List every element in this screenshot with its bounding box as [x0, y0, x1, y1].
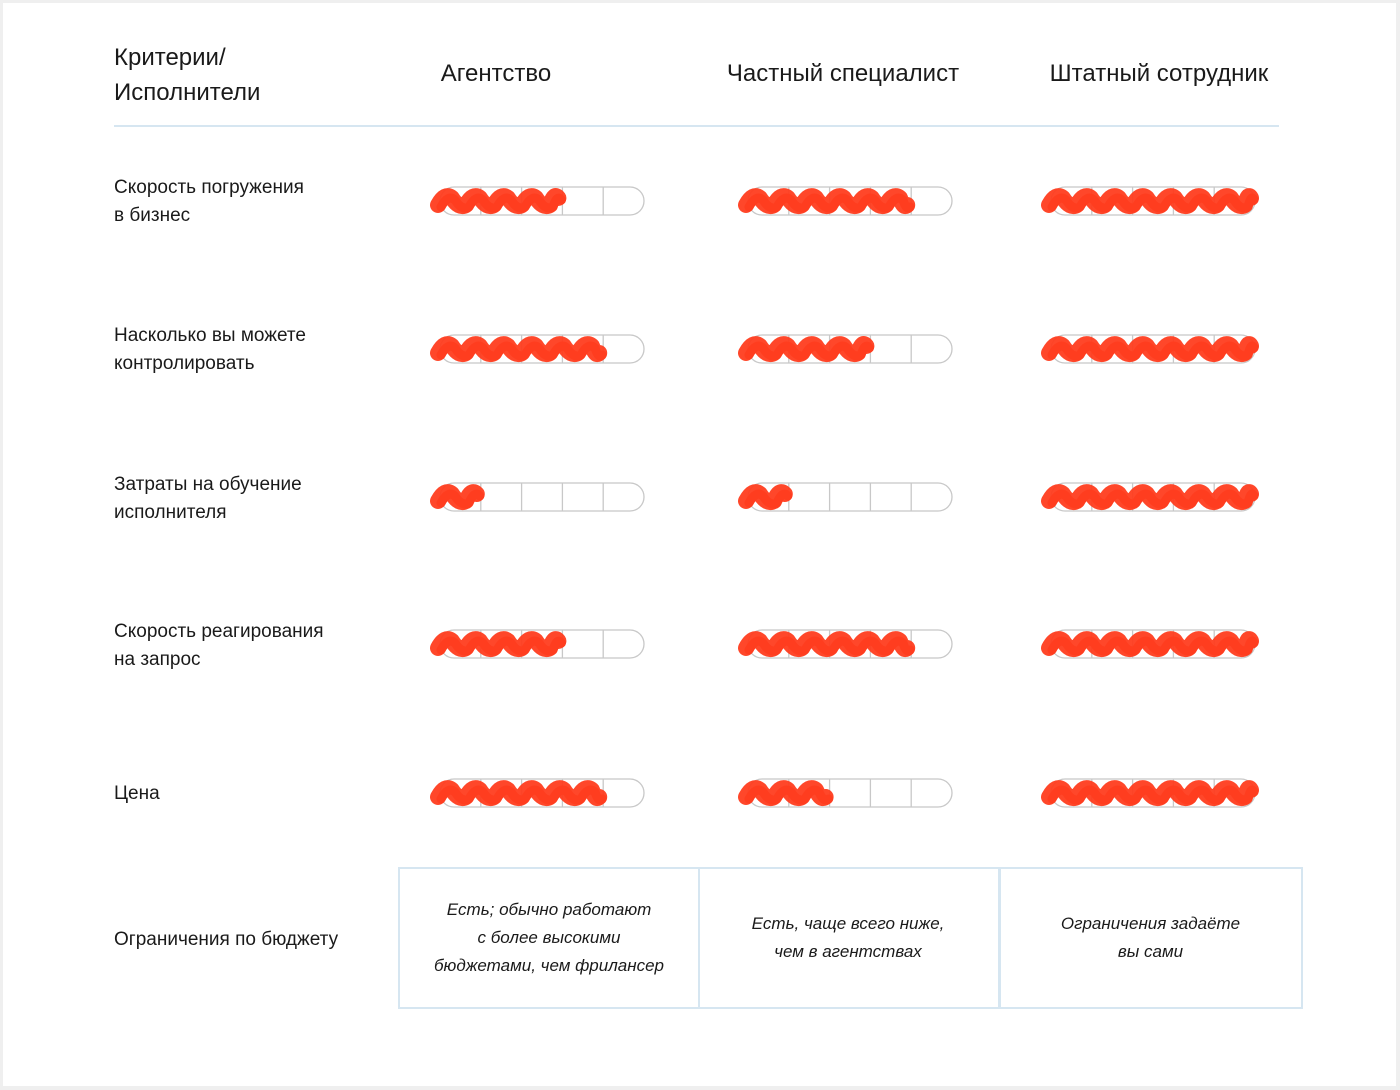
column-header-freelancer: Частный специалист	[726, 60, 960, 87]
budget-cell-employee	[998, 867, 1303, 1009]
column-header-agency: Агентство	[440, 60, 552, 87]
row-label-price: Цена	[114, 783, 160, 804]
budget-text-agency: Есть; обычно работают с более высокими бюджетами, чем фрилансер	[433, 900, 665, 975]
budget-text-employee: Ограничения задаёте вы сами	[1060, 914, 1241, 961]
criteria-header-text: Критерии/ Исполнители	[114, 44, 261, 106]
budget-cell-freelancer	[697, 867, 1001, 1009]
row-label-budget-limits: Ограничения по бюджету	[114, 929, 339, 950]
criteria-header	[114, 40, 314, 110]
column-header-employee: Штатный сотрудник	[1049, 60, 1269, 87]
header-divider	[114, 125, 1279, 127]
budget-text-freelancer: Есть, чаще всего ниже, чем в агентствах	[751, 914, 945, 961]
budget-cell-agency	[398, 867, 700, 1009]
row-label-immersion: Скорость погружения в бизнес	[114, 177, 304, 226]
row-label-response-speed: Скорость реагирования на запрос	[114, 621, 324, 670]
row-label-training-cost: Затраты на обучение исполнителя	[114, 474, 302, 523]
row-label-control: Насколько вы можете контролировать	[114, 325, 306, 374]
